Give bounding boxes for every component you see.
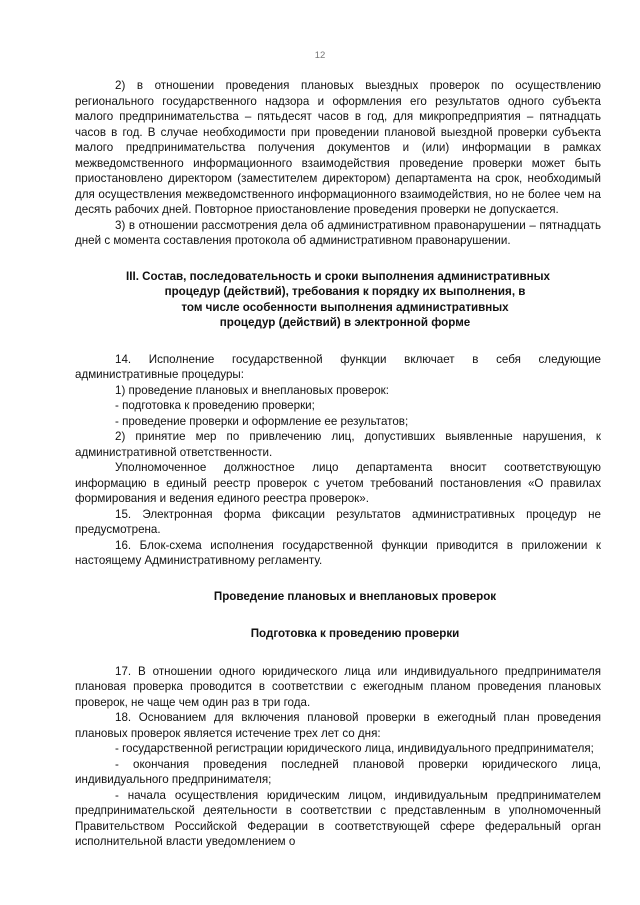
paragraph-16: 16. Блок-схема исполнения государственной функции приводится в приложении к настоящему Административному регламенту.: [75, 538, 601, 567]
list-item-registration: - государственной регистрации юридического лица, индивидуального предпринимателя;: [115, 742, 594, 755]
subheading-preparation: Подготовка к проведению проверки: [250, 627, 460, 640]
section-heading-line-2: процедур (действий), требования к порядку их выполнения, в: [164, 285, 526, 298]
paragraph-14: 14. Исполнение государственной функции включает в себя следующие административные процедуры:: [75, 352, 601, 381]
document-body: [75, 78, 601, 850]
section-heading-line-1: III. Состав, последовательность и сроки выполнения административных: [126, 269, 550, 283]
paragraph-administrative-offense: 3) в отношении рассмотрения дела об административном правонарушении – пятнадцать дней с момента составления протокола об административном правонарушении.: [75, 218, 601, 247]
paragraph-17: 17. В отношении одного юридического лица или индивидуального предпринимателя плановая проверка проводится в соответствии с ежегодным планом проведения плановых проверок, не чаще чем один раз в три года.: [75, 664, 601, 709]
paragraph-15: 15. Электронная форма фиксации результатов административных процедур не предусмотрена.: [75, 507, 601, 536]
paragraph-suspension-terms: 2) в отношении проведения плановых выездных проверок по осуществлению регионального государственного надзора и оформления его результатов одного субъекта малого предпринимательства – пятьдесят часов в год, для микропредприятия – пятнадцать часов в год. В случае необходимости при проведении плановой выездной проверки субъекта малого предпринимательства получения документов и (или) информации в рамках межведомственного информационного взаимодействия проведение проверки может быть приостановлено директором (заместителем директором) департамента на срок, необходимый для осуществления межведомственного информационного взаимодействия, но не более чем на десять рабочих дней. Повторное приостановление проведения проверки не допускается.: [75, 79, 601, 216]
list-item-liability: 2) принятие мер по привлечению лиц, допустивших выявленные нарушения, к административной ответственности.: [75, 430, 601, 459]
section-heading-line-4: процедур (действий) в электронной форме: [219, 316, 471, 329]
subheading-inspections: Проведение плановых и внеплановых проверок: [213, 589, 497, 603]
list-item-conducting: - проведение проверки и оформление ее результатов;: [115, 414, 409, 428]
paragraph-registry: Уполномоченное должностное лицо департамента вносит соответствующую информацию в единый реестр проверок с учетом требований постановления «О правилах формирования и ведения единого реестра проверок».: [75, 461, 601, 505]
section-heading-line-3: том числе особенности выполнения административных: [181, 300, 509, 314]
list-item-preparation: - подготовка к проведению проверки;: [115, 399, 315, 412]
paragraph-18: 18. Основанием для включения плановой проверки в ежегодный план проведения плановых проверок является истечение трех лет со дня:: [75, 711, 601, 740]
page-number: 12: [314, 50, 326, 61]
list-item-inspections: 1) проведение плановых и внеплановых проверок:: [115, 383, 389, 397]
list-item-last-inspection: - окончания проведения последней плановой проверки юридического лица, индивидуального предпринимателя;: [75, 757, 601, 786]
list-item-start-activity: - начала осуществления юридическим лицом, индивидуальным предпринимателем предпринимательской деятельности в соответствии с представленным в уполномоченный Правительством Российской Федерации в соответствующей сфере федеральный орган исполнительной власти уведомлением о: [75, 788, 601, 848]
